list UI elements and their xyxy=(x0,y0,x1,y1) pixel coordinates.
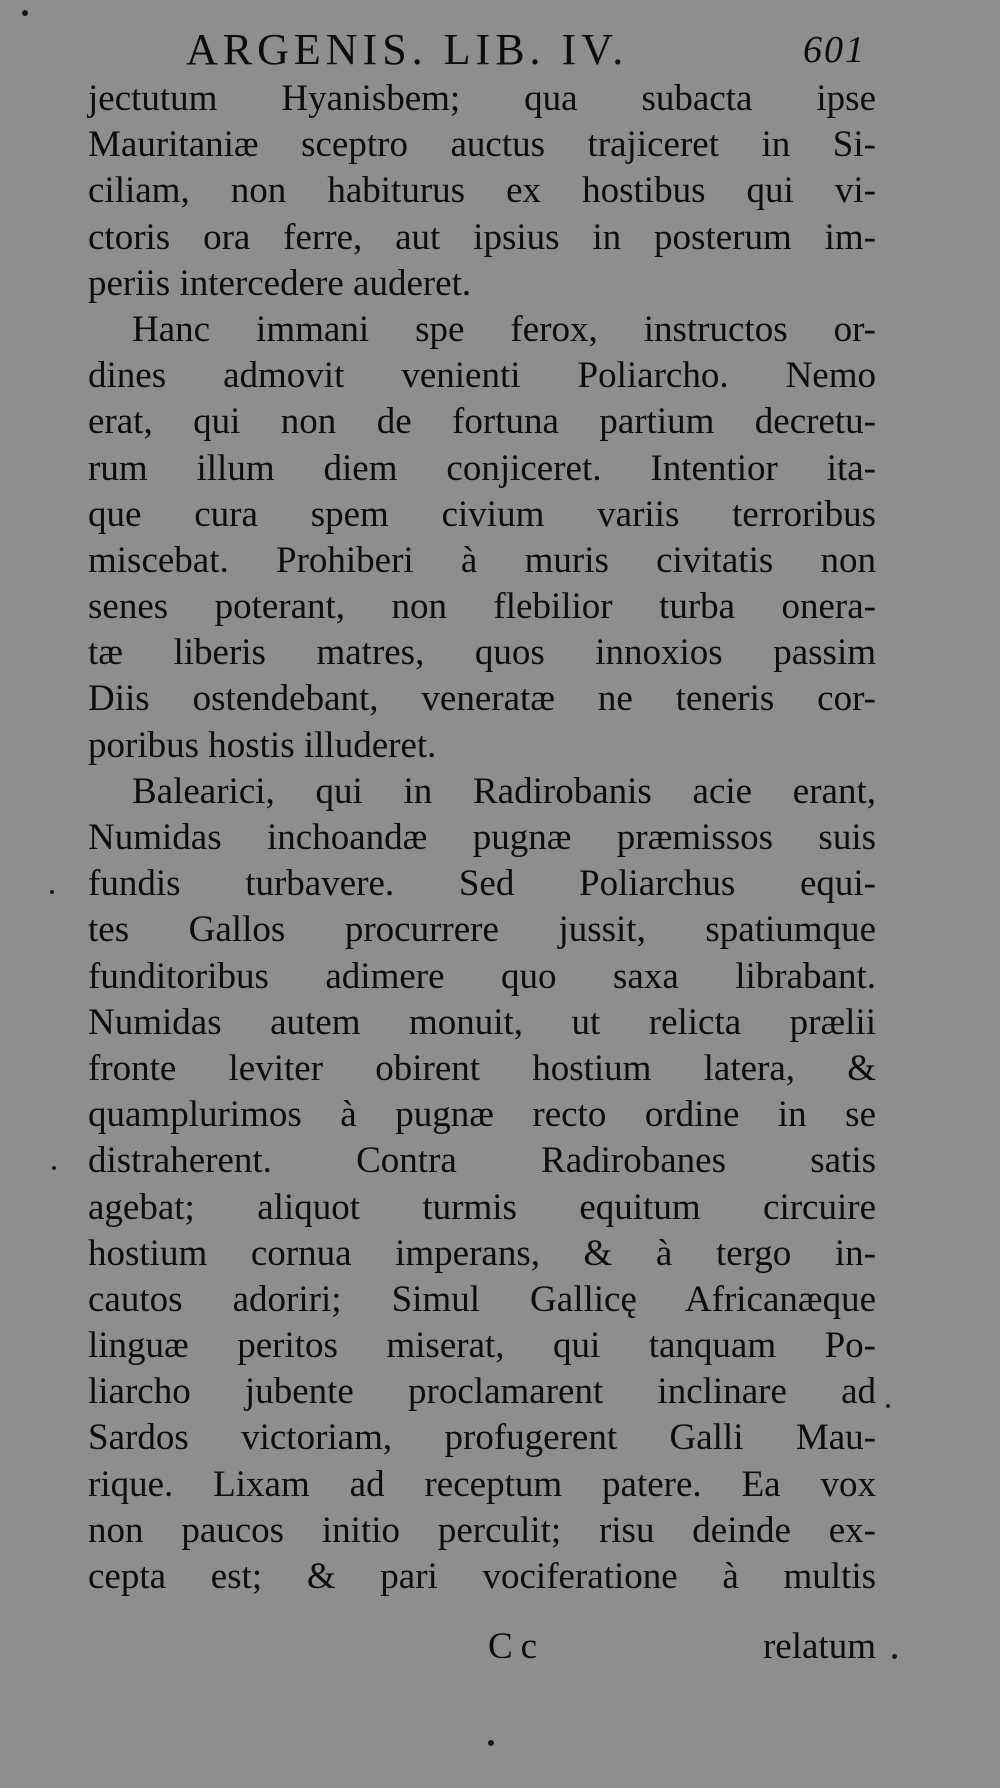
text-line: Numidas inchoandæ pugnæ præmissos suis xyxy=(88,817,876,858)
scan-speck xyxy=(886,1404,890,1408)
page-footer xyxy=(88,1622,876,1672)
text-line: Sardos victoriam, profugerent Galli Mau- xyxy=(88,1417,876,1459)
scan-speck xyxy=(22,10,28,16)
text-line: jectutum Hyanisbem; qua subacta ipse xyxy=(88,78,876,119)
text-line: cautos adoriri; Simul Gallicę Africanæque xyxy=(88,1278,876,1320)
text-line: funditoribus adimere quo saxa librabant. xyxy=(88,955,876,997)
text-line: fronte leviter obirent hostium latera, & xyxy=(88,1047,876,1089)
text-line: distraherent. Contra Radirobanes satis xyxy=(88,1140,876,1182)
signature-mark: Cc xyxy=(488,1626,546,1667)
text-line: Balearici, qui in Radirobanis acie erant, xyxy=(132,770,876,812)
text-line: periis intercedere auderet. xyxy=(88,262,472,304)
scan-speck xyxy=(50,890,54,894)
body-text xyxy=(88,76,876,1600)
text-line: ctoris ora ferre, aut ipsius in posterum im- xyxy=(88,216,876,258)
text-line: hostium cornua imperans, & à tergo in- xyxy=(88,1232,876,1274)
catchword: relatum xyxy=(762,1626,876,1667)
text-line: poribus hostis illuderet. xyxy=(88,724,437,766)
text-line: Mauritaniæ sceptro auctus trajiceret in Si- xyxy=(88,124,876,166)
text-line: non paucos initio perculit; risu deinde ex- xyxy=(88,1509,876,1551)
page-header xyxy=(186,24,866,76)
text-line: que cura spem civium variis terroribus xyxy=(88,493,876,535)
scan-speck xyxy=(52,1166,56,1170)
text-line: Hanc immani spe ferox, instructos or- xyxy=(132,308,876,350)
page-number: 601 xyxy=(803,29,866,71)
text-line: Diis ostendebant, veneratæ ne teneris cor- xyxy=(88,678,876,720)
text-line: cepta est; & pari vociferatione à multis xyxy=(88,1556,876,1597)
text-line: quamplurimos à pugnæ recto ordine in se xyxy=(88,1094,876,1136)
text-line: dines admovit venienti Poliarcho. Nemo xyxy=(88,355,876,397)
text-line: ciliam, non habiturus ex hostibus qui vi- xyxy=(88,170,876,212)
text-line: linguæ peritos miserat, qui tanquam Po- xyxy=(88,1325,876,1367)
scan-speck xyxy=(488,1740,494,1746)
text-line: erat, qui non de fortuna partium decretu- xyxy=(88,401,876,443)
text-line: Numidas autem monuit, ut relicta prælii xyxy=(88,1001,876,1043)
running-head: ARGENIS. LIB. IV. xyxy=(186,25,629,74)
text-line: agebat; aliquot turmis equitum circuire xyxy=(88,1186,876,1228)
text-line: fundis turbavere. Sed Poliarchus equi- xyxy=(88,863,876,905)
text-line: liarcho jubente proclamarent inclinare ad xyxy=(88,1371,876,1413)
text-line: tes Gallos procurrere jussit, spatiumque xyxy=(88,909,876,951)
text-line: rum illum diem conjiceret. Intentior ita- xyxy=(88,447,876,489)
text-line: miscebat. Prohiberi à muris civitatis non xyxy=(88,539,876,581)
text-line: tæ liberis matres, quos innoxios passim xyxy=(88,632,876,674)
scan-speck xyxy=(892,1654,897,1659)
text-line: rique. Lixam ad receptum patere. Ea vox xyxy=(88,1463,876,1505)
text-line: senes poterant, non flebilior turba onera- xyxy=(88,586,876,628)
